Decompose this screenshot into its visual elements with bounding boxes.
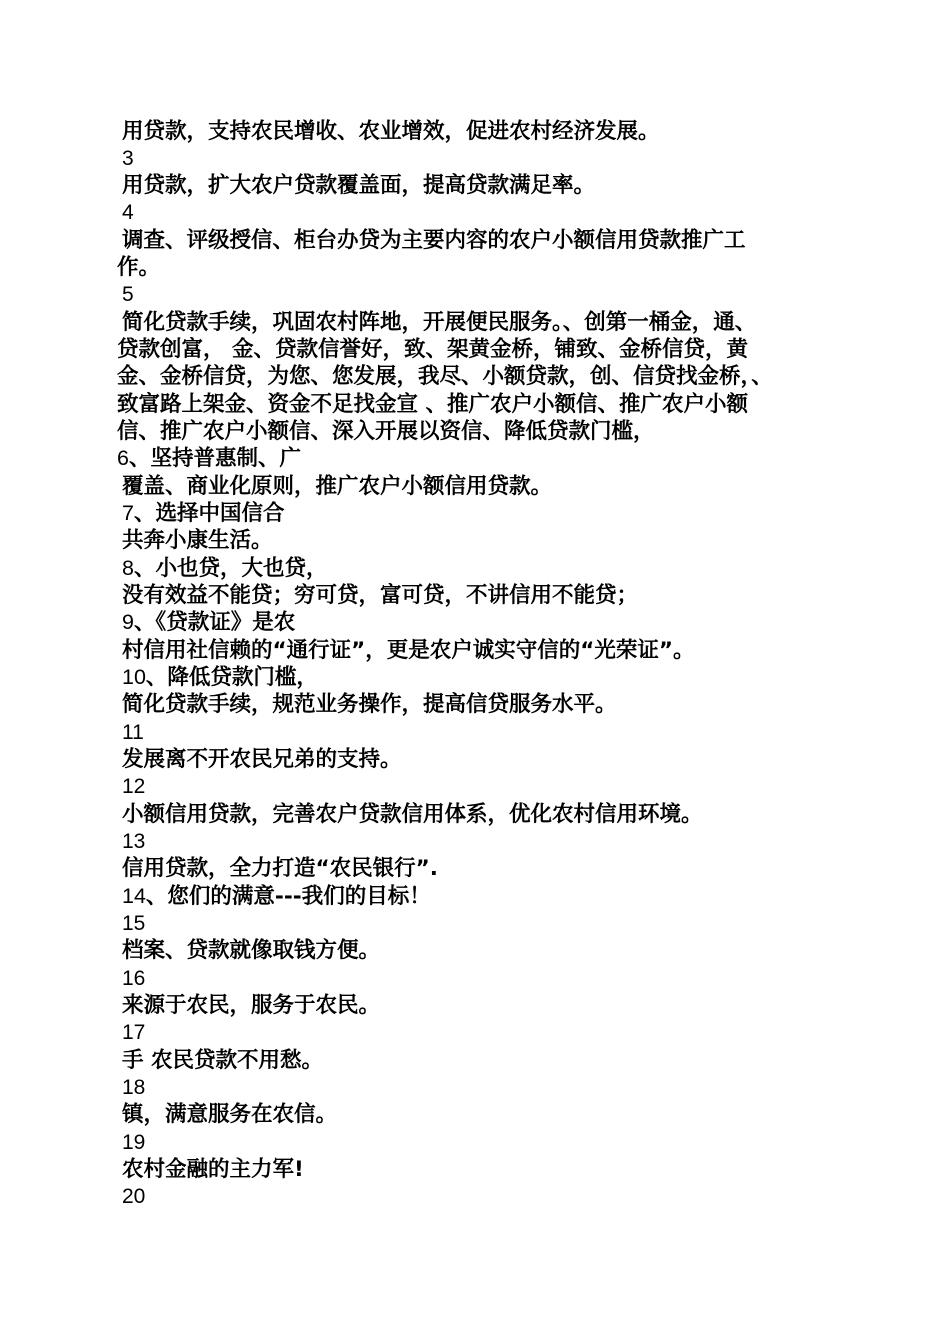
numbered-slogan-line [122, 555, 327, 582]
slogan-text-line: 发展离不开农民兄弟的支持。 [122, 747, 402, 772]
slogan-text-line: 手 农民贷款不用愁。 [122, 1048, 323, 1073]
slogan-text: 、《贷款证》是农 [133, 610, 296, 635]
numbered-slogan-line [122, 883, 431, 910]
slogan-text: 、坚持普惠制、广 [128, 446, 301, 471]
item-number: 15 [122, 912, 146, 935]
slogan-text-line: 简化贷款手续，规范业务操作，提高信贷服务水平。 [122, 692, 617, 717]
slogan-text-line: 用贷款，支持农民增收、农业增效，促进农村经济发展。 [122, 119, 660, 144]
slogan-text-line: 村信用社信赖的“通行证”，更是农户诚实守信的“光荣证”。 [122, 638, 695, 663]
item-number: 18 [122, 1076, 146, 1099]
slogan-text-line: 信用贷款，全力打造“农民银行”. [122, 856, 438, 881]
item-number: 7 [122, 501, 134, 525]
slogan-text-line: 没有效益不能贷；穷可贷，富可贷，不讲信用不能贷； [122, 583, 639, 608]
item-number: 17 [122, 1021, 146, 1044]
item-number: 19 [122, 1131, 146, 1154]
item-number: 9 [122, 610, 134, 634]
item-number: 11 [122, 721, 144, 744]
slogan-text-line: 信、推广农户小额信、深入开展以资信、降低贷款门槛， [117, 419, 655, 444]
item-number: 12 [122, 775, 146, 798]
slogan-text-line: 镇，满意服务在农信。 [122, 1102, 338, 1127]
item-number: 4 [122, 201, 134, 224]
item-number: 16 [122, 967, 146, 990]
numbered-slogan-line [117, 445, 301, 472]
slogan-text-line: 致富路上架金、资金不足找金宣 、推广农户小额信、推广农户小额 [117, 392, 748, 417]
item-number: 5 [122, 283, 134, 306]
item-number: 14 [122, 884, 146, 908]
item-number: 8 [122, 556, 134, 580]
numbered-slogan-line [122, 500, 284, 527]
slogan-text-line: 用贷款，扩大农户贷款覆盖面，提高贷款满足率。 [122, 173, 596, 198]
slogan-text-line: 贷款创富， 金、贷款信誉好，致、架黄金桥，铺致、金桥信贷，黄 [117, 337, 748, 362]
item-number: 6 [117, 446, 129, 470]
slogan-text-line: 覆盖、商业化原则，推广农户小额信用贷款。 [122, 474, 553, 499]
item-number: 10 [122, 665, 146, 689]
slogan-text-line: 来源于农民，服务于农民。 [122, 993, 381, 1018]
slogan-text-line: 共奔小康生活。 [122, 528, 273, 553]
slogan-text: 、小也贷，大也贷， [133, 556, 328, 581]
slogan-text: 、选择中国信合 [133, 501, 285, 526]
slogan-text: 、您们的满意---我们的目标！ [145, 884, 431, 909]
slogan-text-line: 农村金融的主力军! [122, 1157, 304, 1182]
slogan-text-line: 作。 [117, 255, 161, 280]
slogan-text-line: 金、金桥信贷，为您、您发展，我尽、小额贷款，创、信贷找金桥，、 [117, 364, 773, 389]
numbered-slogan-line [122, 664, 318, 691]
slogan-text-line: 简化贷款手续，巩固农村阵地，开展便民服务。、创第一桶金，通、 [122, 310, 757, 335]
slogan-text-line: 小额信用贷款，完善农户贷款信用体系，优化农村信用环境。 [122, 802, 703, 827]
slogan-text-line: 档案、贷款就像取钱方便。 [122, 938, 381, 963]
item-number: 20 [122, 1185, 146, 1208]
slogan-text-line: 调查、评级授信、柜台办贷为主要内容的农户小额信用贷款推广工 [122, 228, 746, 253]
item-number: 13 [122, 830, 146, 853]
item-number: 3 [122, 147, 134, 170]
slogan-text: 、降低贷款门槛， [145, 665, 318, 690]
numbered-slogan-line [122, 609, 295, 636]
